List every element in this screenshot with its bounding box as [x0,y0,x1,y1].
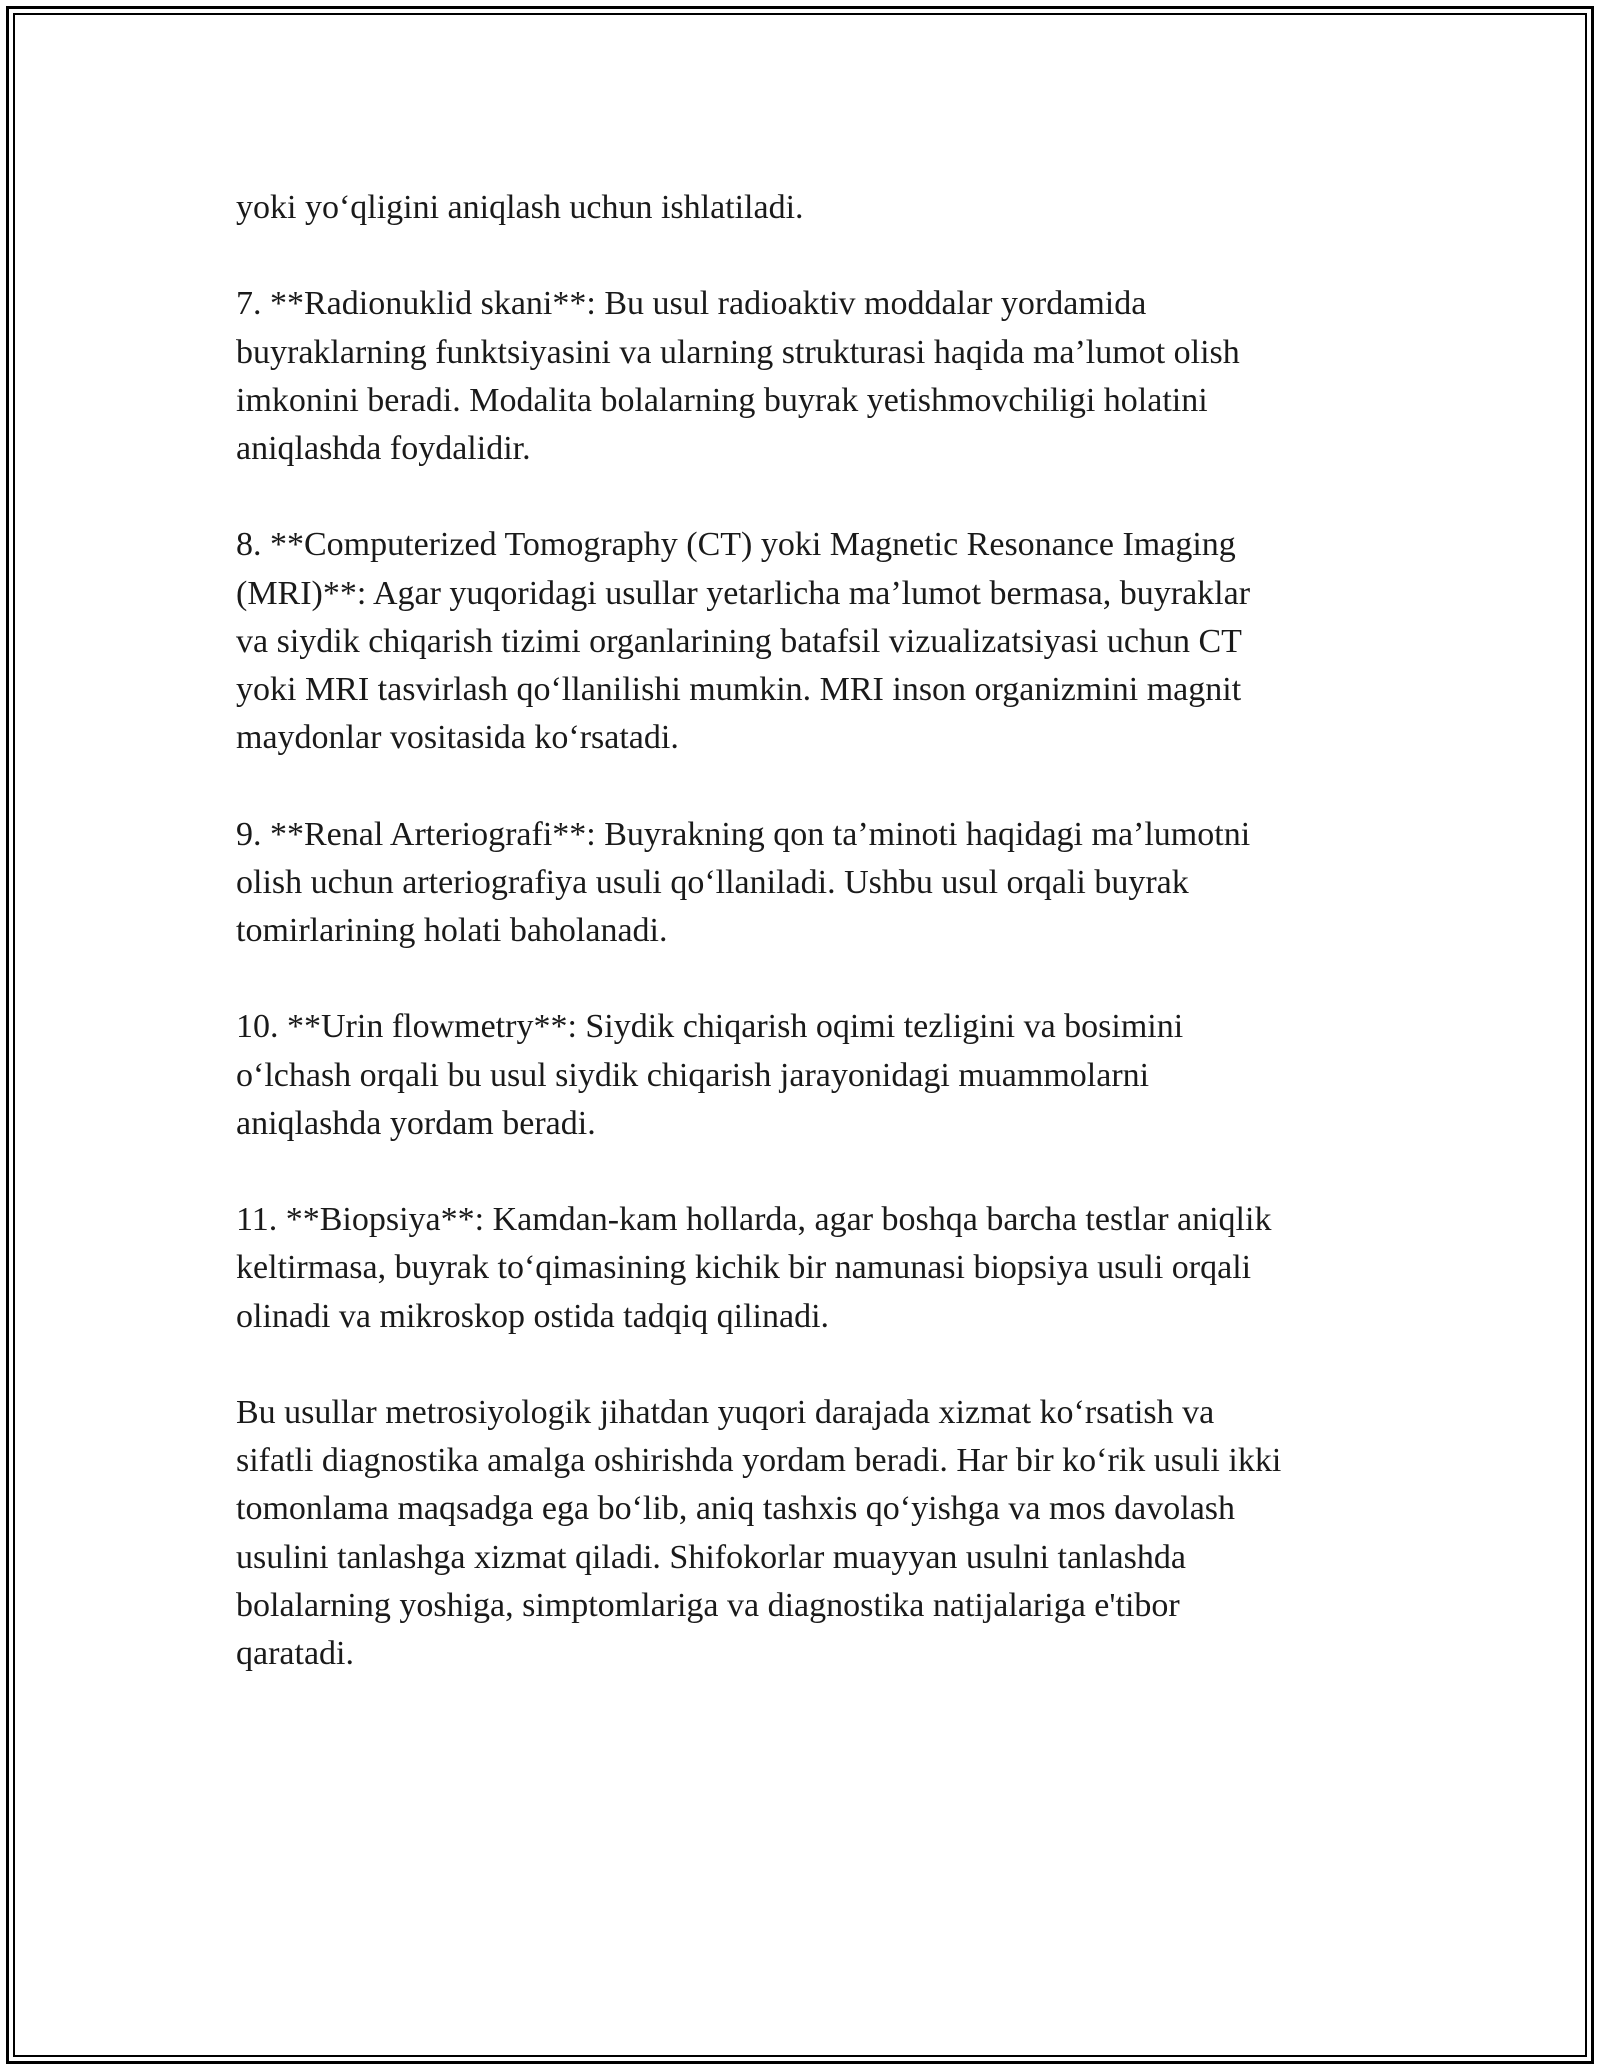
paragraph-continuation: yoki yo‘qligini aniqlash uchun ishlatiladi. [236,189,804,226]
paragraph-biopsiya: 11. **Biopsiya**: Kamdan-kam hollarda, agar boshqa barcha testlar aniqlik keltirmasa, buyrak to‘qimasining kichik bir namunasi biopsiya usuli orqali olinadi va mikroskop ostida tadqiq qilinadi. [236,1201,1272,1335]
document-body [236,184,1376,1726]
paragraph-urin-flowmetry: 10. **Urin flowmetry**: Siydik chiqarish oqimi tezligini va bosimini o‘lchash orqali bu usul siydik chiqarish jarayonidagi muammolarni aniqlashda yordam beradi. [236,1008,1184,1142]
paragraph-conclusion: Bu usullar metrosiyologik jihatdan yuqori darajada xizmat ko‘rsatish va sifatli diagnostika amalga oshirishda yordam beradi. Har bir ko‘rik usuli ikki tomonlama maqsadga ega bo‘lib, aniq tashxis qo‘yishga va mos davolash usulini tanlashga xizmat qiladi. Shifokorlar muayyan usulni tanlashda bolalarning yoshiga, simptomlariga va diagnostika natijalariga e'tibor qaratadi. [236,1393,1282,1672]
paragraph-radionuklid-skani: 7. **Radionuklid skani**: Bu usul radioaktiv moddalar yordamida buyraklarning funktsiyasini va ularning strukturasi haqida ma’lumot olish imkonini beradi. Modalita bolalarning buyrak yetishmovchiligi holatini aniqlashda foydalidir. [236,285,1240,467]
paragraph-ct-mri: 8. **Computerized Tomography (CT) yoki Magnetic Resonance Imaging (MRI)**: Agar yuqoridagi usullar yetarlicha ma’lumot bermasa, buyraklar va siydik chiqarish tizimi organlarining batafsil vizualizatsiyasi uchun CT yoki MRI tasvirlash qo‘llanilishi mumkin. MRI inson organizmini magnit maydonlar vositasida ko‘rsatadi. [236,526,1251,757]
paragraph-renal-arteriografi: 9. **Renal Arteriografi**: Buyrakning qon ta’minoti haqidagi ma’lumotni olish uchun arteriografiya usuli qo‘llaniladi. Ushbu usul orqali buyrak tomirlarining holati baholanadi. [236,815,1251,949]
